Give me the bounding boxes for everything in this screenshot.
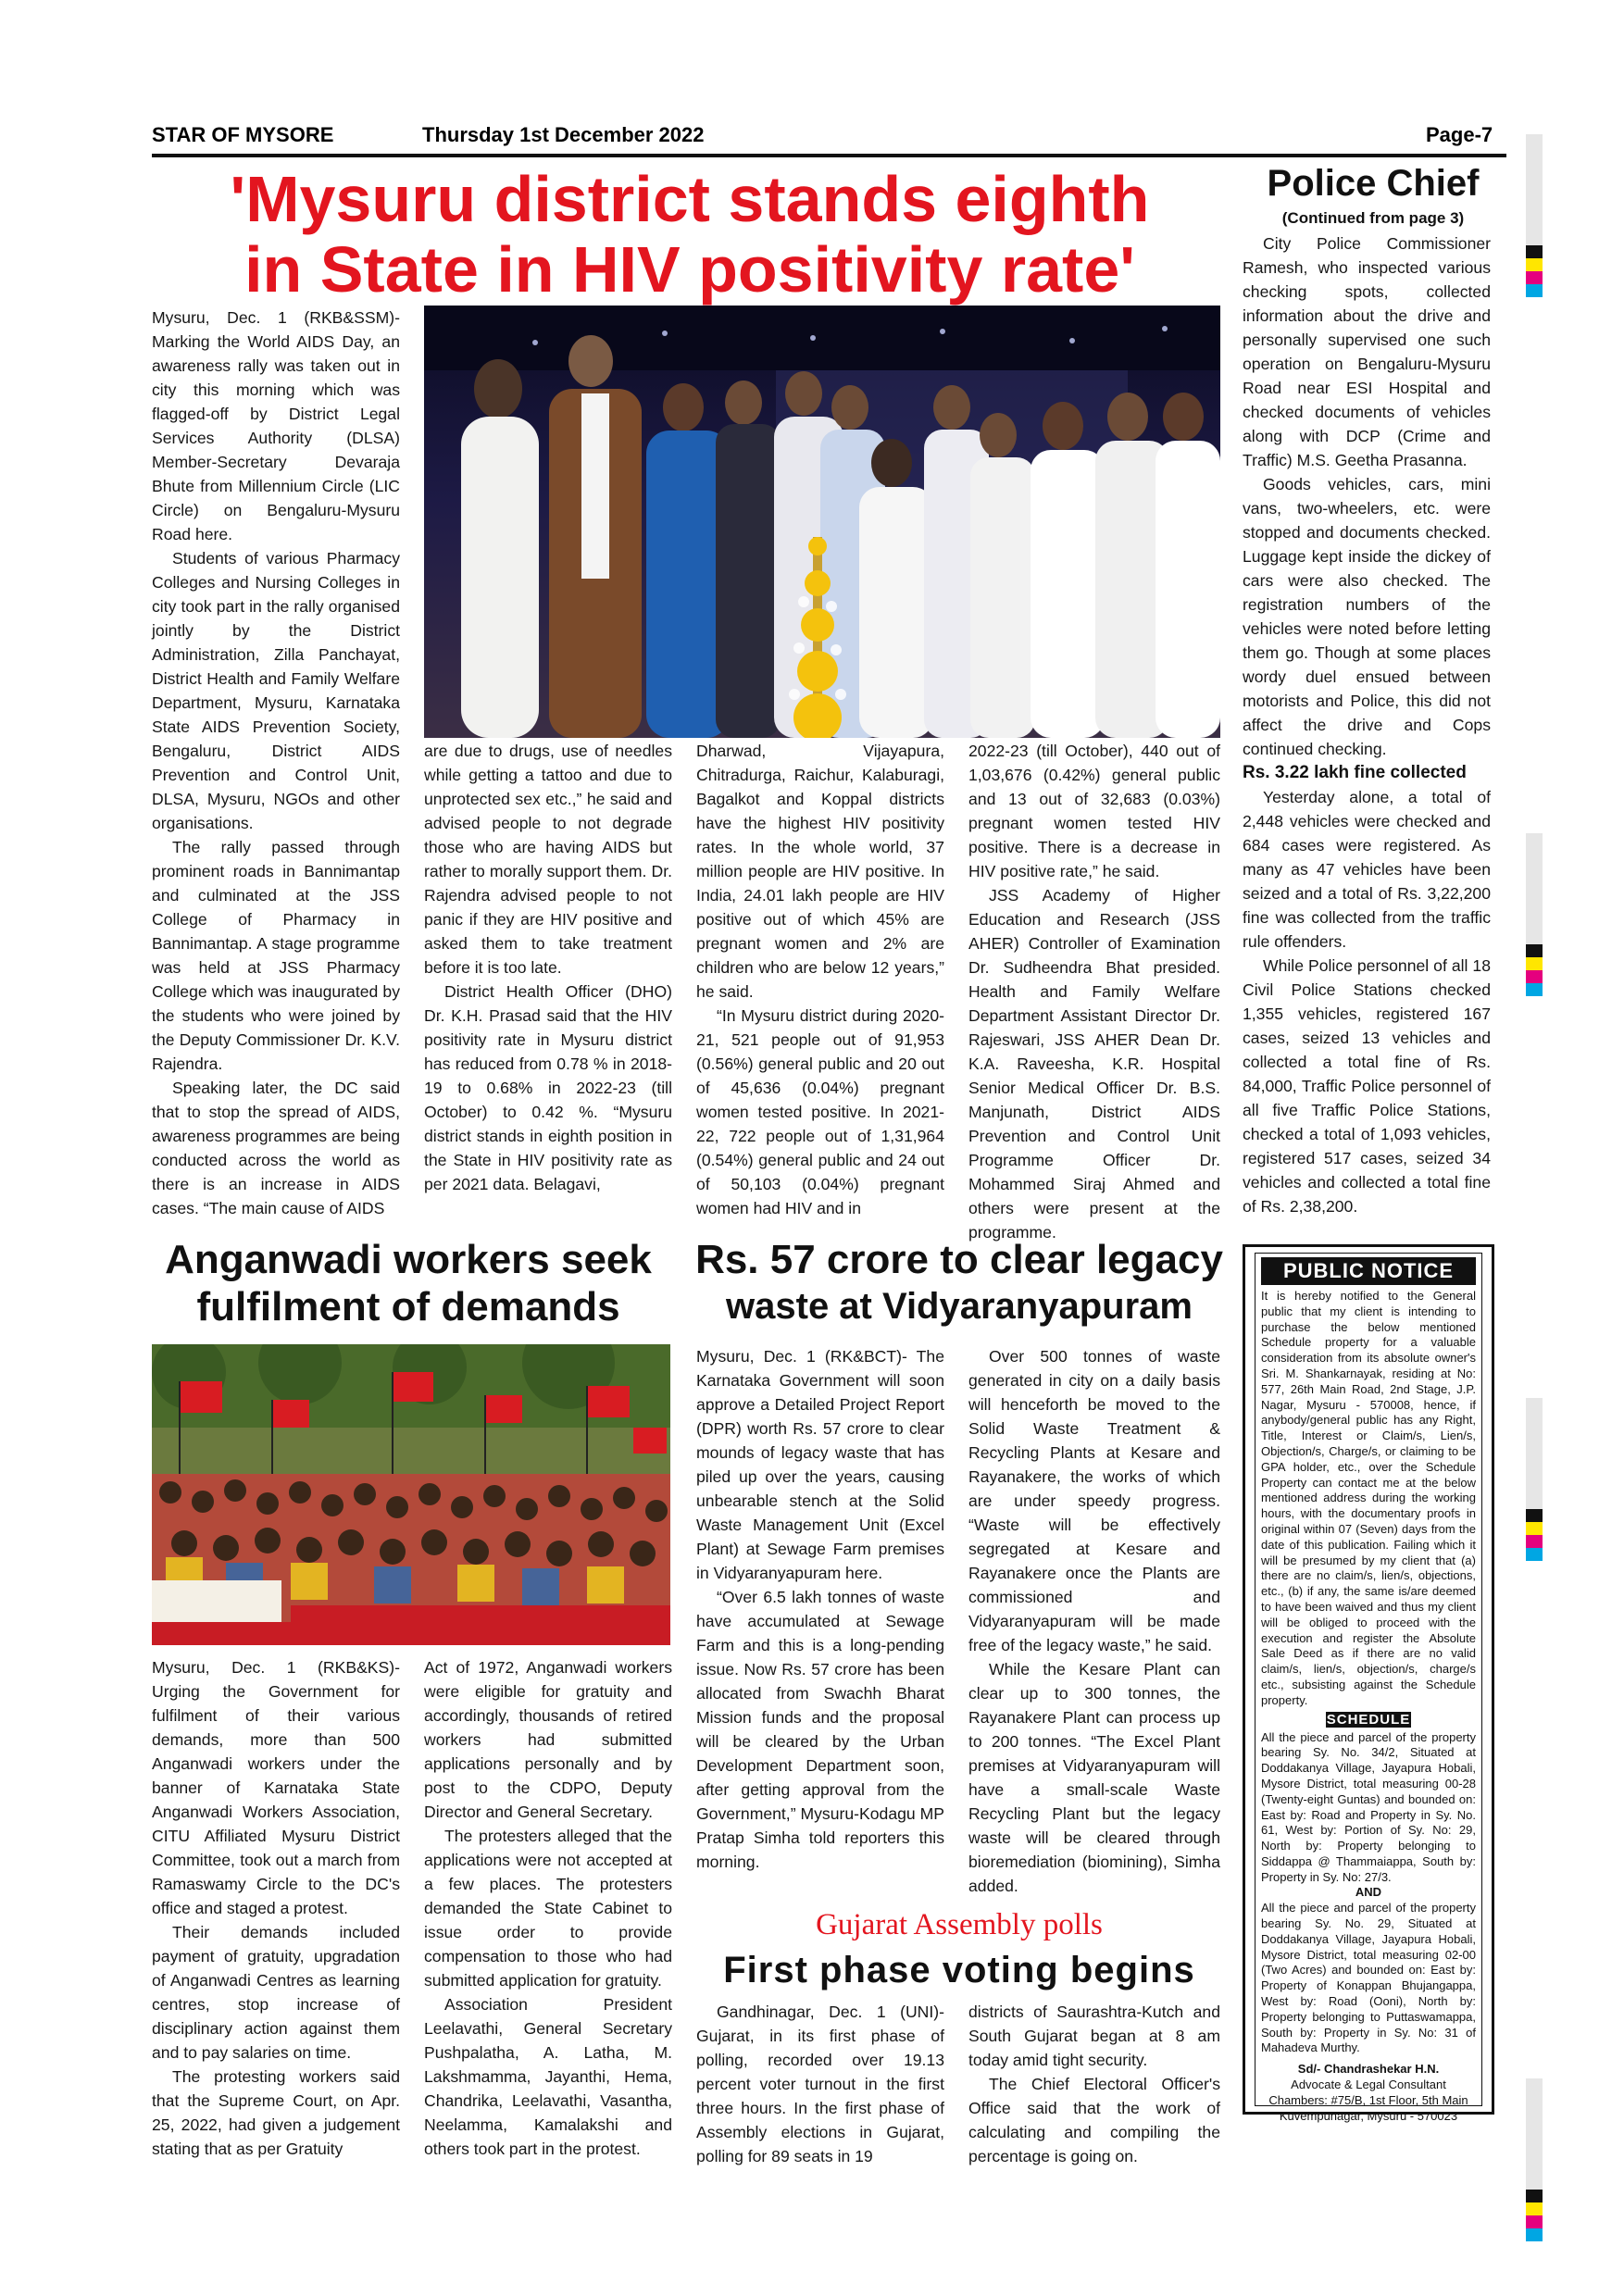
schedule-title: SCHEDULE (1326, 1711, 1411, 1728)
hiv-article-col4 (968, 739, 1220, 1244)
police-subhead: Rs. 3.22 lakh fine collected (1243, 763, 1467, 782)
legacy-col2-para2: While the Kesare Plant can clear up to 300 tonnes, the Rayanakere Plant can process up to 200 tonnes. “The Excel Plant premises at Vidyaranyapuram will have a small-scale Waste Recycling Plant but the legacy waste will be cleared through bioremediation (biomining), Simha added. (968, 1660, 1220, 1895)
advocate-signature: Sd/- Chandrashekar H.N. (1297, 2062, 1440, 2077)
police-chief-headline: Police Chief (1267, 163, 1480, 204)
legacy-col1-para2: “Over 6.5 lakh tonnes of waste have accumulated at Sewage Farm and this is a long-pending issue. Now Rs. 57 crore has been allocated from Swachh Bharat Mission funds and the proposal will be cleared by the Urban Development Department soon, after getting approval from the Government,” Mysuru-Kodagu MP Pratap Simha told reporters this morning. (696, 1588, 944, 1871)
hiv-col2-para1: are due to drugs, use of needles while getting a tattoo and due to unprotected sex etc.,” he said and advised people to not degrade those who are having AIDS but rather to morally support them. Dr. Rajendra advised people to not panic if they are HIV positive and asked them to take treatment before it is too late. (424, 742, 672, 977)
hiv-col4-para2: JSS Academy of Higher Education and Research (JSS AHER) Controller of Examination Dr. Sudheendra Bhat presided. Health and Family Welfare Department Assistant Director Dr. Rajeswari, JSS AHER Dean Dr. K.A. Raveesha, K.R. Hospital Senior Medical Officer Dr. B.S. Manjunath, District AIDS Prevention and Control Unit Programme Officer Dr. Mohammed Siraj Ahmed and others were present at the programme. (968, 886, 1220, 1242)
advocate-role: Advocate & Legal Consultant (1291, 2078, 1446, 2092)
legacy-waste-col1 (696, 1344, 944, 1874)
page-number: Page-7 (1426, 123, 1493, 146)
hiv-col1-para4: Speaking later, the DC said that to stop the spread of AIDS, awareness programmes are being conducted across the world as there is an increase in AIDS cases. “The main cause of AIDS (152, 1079, 400, 1217)
police-para3: Yesterday alone, a total of 2,448 vehicles were checked and 684 cases were registered. As many as 47 vehicles have been seized and a total of Rs. 3,22,200 fine was collected from the traffic rule offenders. (1243, 788, 1491, 951)
police-chief-column (1243, 231, 1491, 1218)
registration-bar-lower (1526, 1398, 1543, 1561)
legacy-waste-col2 (968, 1344, 1220, 1898)
hiv-article-col3 (696, 739, 944, 1220)
hiv-col1-para1: Mysuru, Dec. 1 (RKB&SSM)- Marking the World AIDS Day, an awareness rally was taken out in city this morning which was flagged-off by District Legal Services Authority (DLSA) Member-Secretary Devaraja Bhute from Millennium Circle (LIC Circle) on Bengaluru-Mysuru Road here. (152, 308, 400, 543)
anganwadi-col2-para2: The protesters alleged that the applications were not accepted at a few places. The protesters demanded the State Cabinet to issue order to provide compensation to those who had submitted application for gratuity. (424, 1827, 672, 1990)
continued-from-label: (Continued from page 3) (1281, 209, 1465, 227)
hiv-col1-para3: The rally passed through prominent roads in Bannimantap and culminated at the JSS College of Pharmacy in Bannimantap. A stage programme was held at JSS Pharmacy College which was inaugurated by the students who were joined by the Deputy Commissioner Dr. K.V. Rajendra. (152, 838, 400, 1073)
gujarat-col2 (968, 2000, 1220, 2168)
gujarat-col2-para1: districts of Saurashtra-Kutch and South Gujarat began at 8 am today amid tight security. (968, 2003, 1220, 2069)
newspaper-name: STAR OF MYSORE (152, 123, 334, 146)
anganwadi-col2-para1: Act of 1972, Anganwadi workers were eligible for gratuity and accordingly, thousands of retired workers had submitted applications personally and by post to the CDPO, Deputy Director and General Secretary. (424, 1658, 672, 1821)
gujarat-col2-para2: The Chief Electoral Officer's Office said that the work of calculating and compiling the percentage is going on. (968, 2075, 1220, 2165)
registration-bar-top (1526, 134, 1543, 297)
hiv-event-photo (424, 306, 1220, 738)
hiv-col1-para2: Students of various Pharmacy Colleges and Nursing Colleges in city took part in the rally organised jointly by the District Administration, Zilla Panchayat, District Health and Family Welfare Department, Mysuru, Karnataka State AIDS Prevention Society, Bengaluru, District AIDS Prevention and Control Unit, DLSA, Mysuru, NGOs and other organisations. (152, 549, 400, 832)
anganwadi-protest-photo-art (152, 1344, 670, 1645)
schedule-item-1: All the piece and parcel of the property bearing Sy. No. 34/2, Situated at Doddakanya Village, Jayapura Hobali, Mysore District, total measuring 00-28 (Twenty-eight Guntas) and bounded on: East by: Road and Property in Sy. No. 61, West by: Portion of Sy. No: 29, North by: Property belonging to Siddappa @ Thammaiappa, South by: Property in Sy. No: 27/3. (1261, 1729, 1476, 1884)
issue-date: Thursday 1st December 2022 (422, 123, 705, 146)
anganwadi-headline-line1: Anganwadi workers seek (165, 1237, 652, 1282)
anganwadi-col2 (424, 1655, 672, 2161)
schedule-and: AND (1355, 1885, 1382, 1900)
gujarat-kicker: Gujarat Assembly polls (816, 1908, 1103, 1941)
header-rule (152, 154, 1506, 157)
anganwadi-col1-para3: The protesting workers said that the Supreme Court, on Apr. 25, 2022, had given a judgement stating that as per Gratuity (152, 2067, 400, 2158)
public-notice-inner (1255, 1253, 1482, 2123)
schedule-item-2: All the piece and parcel of the property bearing Sy. No. 29, Situated at Doddakanya Village, Jayapura Hobali, Mysore District, total measuring 02-00 (Two Acres) and bounded on: East by: Property of Konappan Bhujangappa, West by: Road (Ooni), North by: Property belonging to Puttaswamappa, South by: Property in Sy. No: 31 of Mahadeva Murthy. (1261, 1901, 1476, 2055)
public-notice-title: PUBLIC NOTICE (1261, 1257, 1476, 1285)
hiv-col2-para2: District Health Officer (DHO) Dr. K.H. Prasad said that the HIV positivity rate in Mysuru district has reduced from 0.78 % in 2018-19 to 0.68% in 2022-23 (till October) to 0.42 %. “Mysuru district stands in eighth position in the State in HIV positivity rate as per 2021 data. Belagavi, (424, 982, 672, 1193)
police-para1: City Police Commissioner Ramesh, who inspected various checking spots, collected information about the drive and personally supervised one such operation on Bengaluru-Mysuru Road near ESI Hospital and checked documents of vehicles along with DCP (Crime and Traffic) M.S. Geetha Prasanna. (1243, 234, 1491, 469)
anganwadi-col1 (152, 1655, 400, 2161)
public-notice-body: It is hereby notified to the General public that my client is intending to purchase the below mentioned Schedule property for a valuable consideration from its absolute owner's Sri. M. Shankarnayak, residing at No: 577, 26th Main Road, 2nd Stage, J.P. Nagar, Mysuru - 570008, hence, if anybody/general public has any Right, Title, Interest or Claim/s, Lien/s, Objection/s, Charge/s, or claiming to be GPA holder, etc., over the Schedule Property can contact me at the below mentioned address during the working hours, with the documentary proofs in original within 07 (Seven) days from the date of this publication. Failing which it will be presumed by my client that (a) there are no claim/s, lien/s, objections, etc., (b) if any, the same is/are deemed to have been waived and thus my client will be obliged to proceed with the execution and register the Absolute Sale Deed as if there are no valid claim/s, lien/s, objection/s, charge/s etc., subsisting against the Schedule property. (1261, 1289, 1476, 1707)
anganwadi-protest-photo (152, 1344, 670, 1645)
legacy-waste-headline-line1: Rs. 57 crore to clear legacy (695, 1237, 1223, 1282)
legacy-waste-headline-line2: waste at Vidyaranyapuram (726, 1286, 1193, 1327)
anganwadi-col1-para2: Their demands included payment of gratuity, upgradation of Anganwadi Centres as learning centres, stop increase of disciplinary action against them and to pay salaries on time. (152, 1923, 400, 2062)
police-para2: Goods vehicles, cars, mini vans, two-wheelers, etc. were stopped and documents checked. Luggage kept inside the dickey of cars were also checked. The registration numbers of the vehicles were noted before letting them go. Though at some places wordy duel ensued between motorists and Police, this did not affect the drive and Cops continued checking. (1243, 475, 1491, 758)
hiv-article-col2 (424, 739, 672, 1196)
hiv-headline-line1: 'Mysuru district stands eighth (230, 163, 1150, 235)
anganwadi-col2-para3: Association President Leelavathi, General Secretary Pushpalatha, A. Latha, M. Lakshmamma, Jayanthi, Hema, Chandrika, Leelavathi, Vasantha, Neelamma, Kamalakshi and others took part in the protest. (424, 1995, 672, 2158)
public-notice-box (1243, 1244, 1494, 2123)
advocate-address-line2: Kuvempunagar, Mysuru - 570023 (1279, 2108, 1458, 2123)
police-para4: While Police personnel of all 18 Civil Police Stations checked 1,355 vehicles, registered 167 cases, seized 13 vehicles and collected a total fine of Rs. 84,000, Traffic Police personnel of all five Traffic Police Stations, checked a total of 1,093 vehicles, registered 517 cases, seized 34 vehicles and collected a total fine of Rs. 2,38,200. (1243, 956, 1491, 1216)
hiv-col4-para1: 2022-23 (till October), 440 out of 1,03,676 (0.42%) general public and 13 out of 32,683 (0.03%) pregnant women tested HIV positive. There is a decrease in HIV positive rate,” he said. (968, 742, 1220, 880)
legacy-col2-para1: Over 500 tonnes of waste generated in city on a daily basis will henceforth be moved to the Solid Waste Treatment & Recycling Plants at Kesare and Rayanakere, the works of which are under speedy progress. “Waste will be effectively segregated at Kesare and Rayanakere once the Plants are commissioned and Vidyaranyapuram will be made free of the legacy waste,” he said. (968, 1347, 1220, 1654)
registration-bar-middle (1526, 833, 1543, 996)
gujarat-col1 (696, 2000, 944, 2168)
gujarat-headline: First phase voting begins (723, 1950, 1195, 1990)
registration-bar-bottom (1526, 2078, 1543, 2241)
advocate-address-line1: Chambers: #75/B, 1st Floor, 5th Main (1268, 2092, 1468, 2107)
hiv-col3-para2: “In Mysuru district during 2020-21, 521 people out of 91,953 (0.56%) general public and 20 out of 45,636 (0.04%) pregnant women tested positive. In 2021-22, 722 people out of 1,31,964 (0.54%) general public and 24 out of 50,103 (0.04%) pregnant women had HIV and in (696, 1006, 944, 1217)
anganwadi-headline-line2: fulfilment of demands (196, 1284, 620, 1329)
hiv-article-col1 (152, 306, 400, 1220)
anganwadi-col1-para1: Mysuru, Dec. 1 (RKB&KS)- Urging the Government for fulfilment of their various demands, more than 500 Anganwadi workers under the banner of Karnataka State Anganwadi Workers Association, CITU Affiliated Mysuru District Committee, took out a march from Ramaswamy Circle to the DC's office and staged a protest. (152, 1658, 400, 1917)
hiv-col3-para1: Dharwad, Vijayapura, Chitradurga, Raichur, Kalaburagi, Bagalkot and Koppal districts have the highest HIV positivity rates. In the whole world, 37 million people are HIV positive. In India, 24.01 lakh people are HIV positive out of which 45% are pregnant women and 2% are children who are below 12 years,” he said. (696, 742, 944, 1001)
gujarat-col1-para1: Gandhinagar, Dec. 1 (UNI)- Gujarat, in its first phase of polling, recorded over 19.13 percent voter turnout in the first three hours. In the first phase of Assembly elections in Gujarat, polling for 89 seats in 19 (696, 2003, 944, 2165)
hiv-event-photo-art (424, 306, 1220, 738)
hiv-headline-line2: in State in HIV positivity rate' (244, 233, 1135, 306)
legacy-col1-para1: Mysuru, Dec. 1 (RK&BCT)- The Karnataka Government will soon approve a Detailed Project Report (DPR) worth Rs. 57 crore to clear mounds of legacy waste that has piled up over the years, causing unbearable stench at the Solid Waste Management Unit (Excel Plant) at Sewage Farm premises in Vidyaranyapuram here. (696, 1347, 944, 1582)
